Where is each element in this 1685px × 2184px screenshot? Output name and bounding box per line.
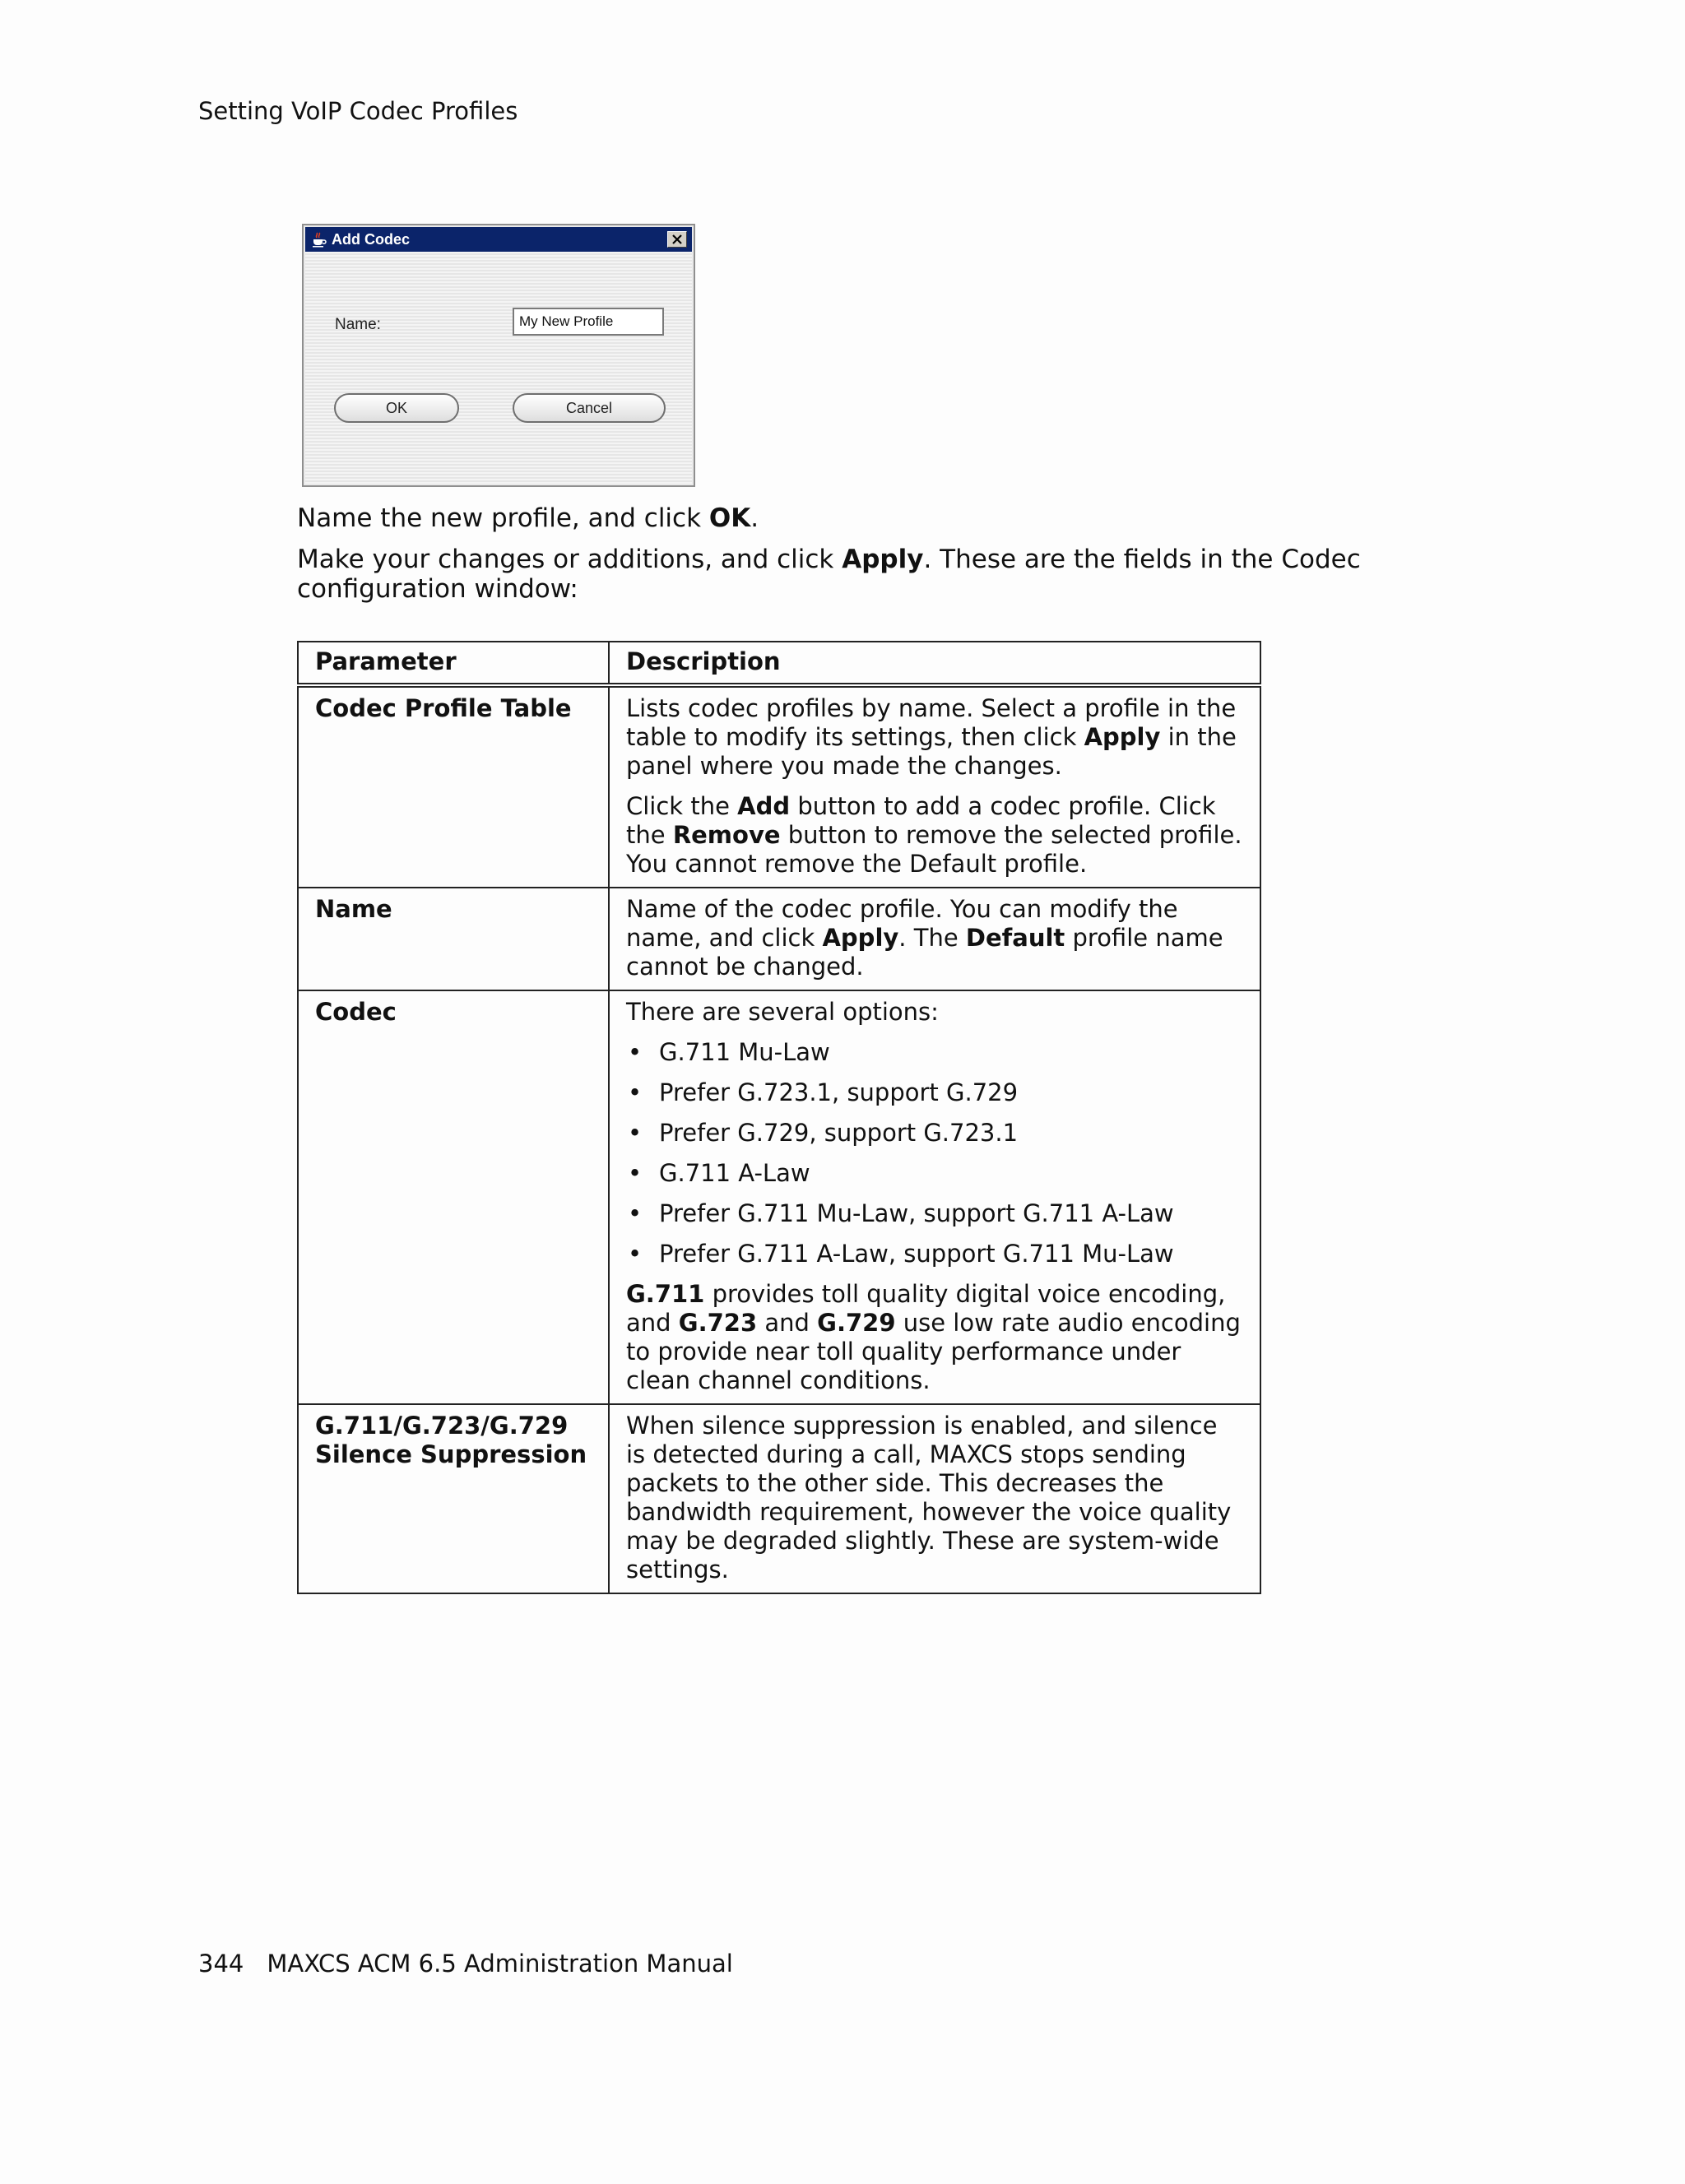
instruction-step-1 bbox=[297, 503, 1383, 533]
parameter-cell: G.711/G.723/G.729 Silence Suppression bbox=[298, 1404, 609, 1593]
list-item: • Prefer G.723.1, support G.729 bbox=[626, 1078, 1243, 1107]
table-row bbox=[298, 888, 1260, 990]
close-button[interactable] bbox=[667, 231, 687, 248]
dialog-body bbox=[305, 252, 692, 484]
description-cell bbox=[609, 990, 1260, 1404]
cancel-button[interactable]: Cancel bbox=[513, 393, 666, 423]
list-item: • G.711 Mu-Law bbox=[626, 1038, 1243, 1067]
description-paragraph: There are several options: bbox=[626, 998, 939, 1026]
table-row bbox=[298, 990, 1260, 1404]
column-header-parameter: Parameter bbox=[298, 642, 609, 685]
description-paragraph: Lists codec profiles by name. Select a profile in the table to modify its settings, then click Apply in the panel where you made the changes. bbox=[626, 694, 1237, 780]
manual-title: MAXCS ACM 6.5 Administration Manual bbox=[267, 1950, 733, 1978]
instruction-text: Name the new profile, and click bbox=[297, 503, 709, 533]
description-paragraph: When silence suppression is enabled, and silence is detected during a call, MAXCS stops sending packets to the other side. This decreases the bandwidth requirement, however the voice quality may be degraded slightly. These are system-wide settings. bbox=[626, 1412, 1232, 1584]
instruction-bold: Apply bbox=[842, 545, 924, 574]
column-header-description: Description bbox=[609, 642, 1260, 685]
list-item: • Prefer G.729, support G.723.1 bbox=[626, 1119, 1243, 1148]
parameter-cell: Codec Profile Table bbox=[298, 685, 609, 888]
page-footer bbox=[198, 1950, 733, 1978]
instruction-bold: OK bbox=[708, 503, 751, 533]
description-paragraph: G.711 provides toll quality digital voice encoding, and G.723 and G.729 use low rate audio encoding to provide near toll quality performance under clean channel conditions. bbox=[626, 1280, 1241, 1394]
page-number: 344 bbox=[198, 1950, 244, 1978]
table-header-row bbox=[298, 642, 1260, 685]
parameter-table bbox=[297, 641, 1261, 1594]
instruction-text: Make your changes or additions, and click bbox=[297, 545, 842, 574]
list-item: • Prefer G.711 A-Law, support G.711 Mu-Law bbox=[626, 1240, 1243, 1268]
close-icon bbox=[672, 234, 682, 244]
parameter-cell: Name bbox=[298, 888, 609, 990]
name-input[interactable] bbox=[513, 308, 664, 336]
description-paragraph: Click the Add button to add a codec profile. Click the Remove button to remove the selected profile. You cannot remove the Default profile. bbox=[626, 792, 1242, 878]
add-codec-dialog bbox=[302, 224, 695, 487]
description-paragraph: Name of the codec profile. You can modify the name, and click Apply. The Default profile name cannot be changed. bbox=[626, 895, 1223, 981]
description-cell bbox=[609, 888, 1260, 990]
running-header: Setting VoIP Codec Profiles bbox=[198, 97, 518, 125]
name-label: Name: bbox=[335, 316, 381, 333]
instruction-text: . bbox=[750, 503, 759, 533]
dialog-titlebar[interactable] bbox=[305, 227, 692, 252]
ok-button[interactable]: OK bbox=[334, 393, 459, 423]
parameter-cell: Codec bbox=[298, 990, 609, 1404]
description-cell bbox=[609, 1404, 1260, 1593]
table-row bbox=[298, 685, 1260, 888]
table-row bbox=[298, 1404, 1260, 1593]
list-item: • G.711 A-Law bbox=[626, 1159, 1243, 1188]
java-cup-icon bbox=[310, 231, 327, 248]
description-cell bbox=[609, 685, 1260, 888]
list-item: • Prefer G.711 Mu-Law, support G.711 A-Law bbox=[626, 1199, 1243, 1228]
instruction-step-2 bbox=[297, 545, 1383, 604]
instruction-text: . These are the fields in the Codec configuration window: bbox=[297, 545, 1361, 604]
dialog-title: Add Codec bbox=[332, 231, 411, 248]
codec-options-list bbox=[626, 1038, 1243, 1268]
